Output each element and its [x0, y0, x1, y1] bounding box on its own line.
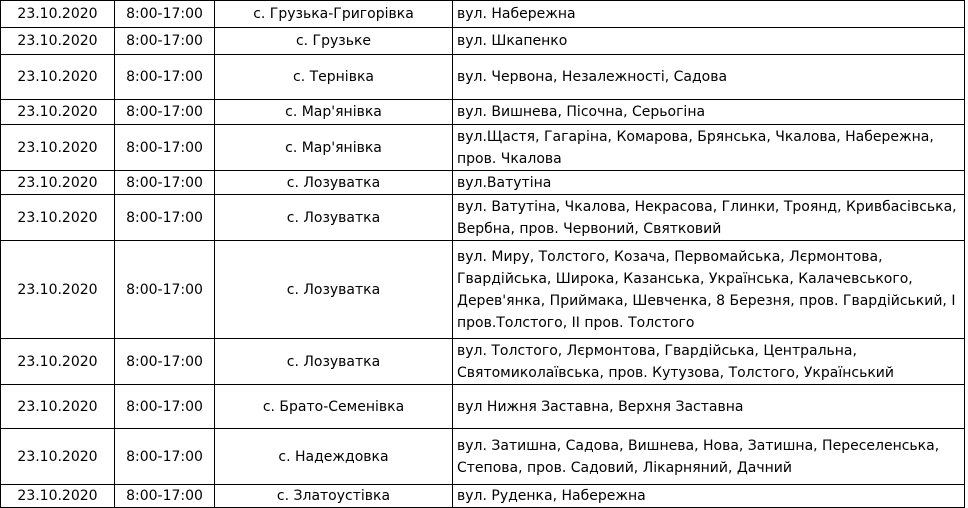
time-cell: 8:00-17:00 [115, 100, 215, 125]
date-cell: 23.10.2020 [1, 125, 115, 171]
table-row [1, 429, 965, 485]
streets-cell: вул. Миру, Толстого, Козача, Первомайська, Лєрмонтова, Гвардійська, Широка, Казанська, Українська, Калачевського, Дерев'янка, Приймака, Шевченка, 8 Березня, пров. Гвардійський, І пров.Толстого, ІІ пров. Толстого [453, 241, 965, 339]
streets-cell: вул. Руденка, Набережна [453, 485, 965, 508]
date-cell: 23.10.2020 [1, 485, 115, 508]
table-row [1, 195, 965, 241]
village-cell: с. Грузька-Григорівка [215, 1, 453, 28]
village-cell: с. Мар'янівка [215, 125, 453, 171]
streets-cell: вул. Толстого, Лєрмонтова, Гвардійська, Центральна, Святомиколаївська, пров. Кутузова, Толстого, Український [453, 339, 965, 385]
date-cell: 23.10.2020 [1, 1, 115, 28]
village-cell: с. Лозуватка [215, 195, 453, 241]
time-cell: 8:00-17:00 [115, 195, 215, 241]
streets-cell: вул. Шкапенко [453, 28, 965, 55]
time-cell: 8:00-17:00 [115, 125, 215, 171]
village-cell: с. Лозуватка [215, 339, 453, 385]
date-cell: 23.10.2020 [1, 195, 115, 241]
table-row [1, 339, 965, 385]
table-row [1, 241, 965, 339]
time-cell: 8:00-17:00 [115, 339, 215, 385]
date-cell: 23.10.2020 [1, 28, 115, 55]
time-cell: 8:00-17:00 [115, 385, 215, 429]
village-cell: с. Златоустівка [215, 485, 453, 508]
village-cell: с. Мар'янівка [215, 100, 453, 125]
streets-cell: вул. Вишнева, Пісочна, Серьогіна [453, 100, 965, 125]
time-cell: 8:00-17:00 [115, 485, 215, 508]
table-row [1, 55, 965, 100]
village-cell: с. Лозуватка [215, 241, 453, 339]
table-row [1, 1, 965, 28]
time-cell: 8:00-17:00 [115, 28, 215, 55]
village-cell: с. Лозуватка [215, 171, 453, 195]
village-cell: с. Тернівка [215, 55, 453, 100]
village-cell: с. Надеждовка [215, 429, 453, 485]
date-cell: 23.10.2020 [1, 171, 115, 195]
village-cell: с. Грузьке [215, 28, 453, 55]
date-cell: 23.10.2020 [1, 55, 115, 100]
time-cell: 8:00-17:00 [115, 171, 215, 195]
date-cell: 23.10.2020 [1, 339, 115, 385]
schedule-body [1, 1, 965, 508]
date-cell: 23.10.2020 [1, 100, 115, 125]
streets-cell: вул Нижня Заставна, Верхня Заставна [453, 385, 965, 429]
date-cell: 23.10.2020 [1, 429, 115, 485]
streets-cell: вул.Ватутіна [453, 171, 965, 195]
time-cell: 8:00-17:00 [115, 55, 215, 100]
table-row [1, 28, 965, 55]
table-row [1, 385, 965, 429]
time-cell: 8:00-17:00 [115, 241, 215, 339]
streets-cell: вул. Затишна, Садова, Вишнева, Нова, Затишна, Переселенська, Степова, пров. Садовий, Лікарняний, Дачний [453, 429, 965, 485]
time-cell: 8:00-17:00 [115, 1, 215, 28]
table-row [1, 485, 965, 508]
time-cell: 8:00-17:00 [115, 429, 215, 485]
village-cell: с. Брато-Семенівка [215, 385, 453, 429]
date-cell: 23.10.2020 [1, 385, 115, 429]
streets-cell: вул. Набережна [453, 1, 965, 28]
streets-cell: вул. Червона, Незалежності, Садова [453, 55, 965, 100]
table-row [1, 100, 965, 125]
table-row [1, 171, 965, 195]
streets-cell: вул. Ватутіна, Чкалова, Некрасова, Глинки, Троянд, Кривбасівська, Вербна, пров. Червоний, Святковий [453, 195, 965, 241]
streets-cell: вул.Щастя, Гагаріна, Комарова, Брянська, Чкалова, Набережна, пров. Чкалова [453, 125, 965, 171]
date-cell: 23.10.2020 [1, 241, 115, 339]
table-row [1, 125, 965, 171]
